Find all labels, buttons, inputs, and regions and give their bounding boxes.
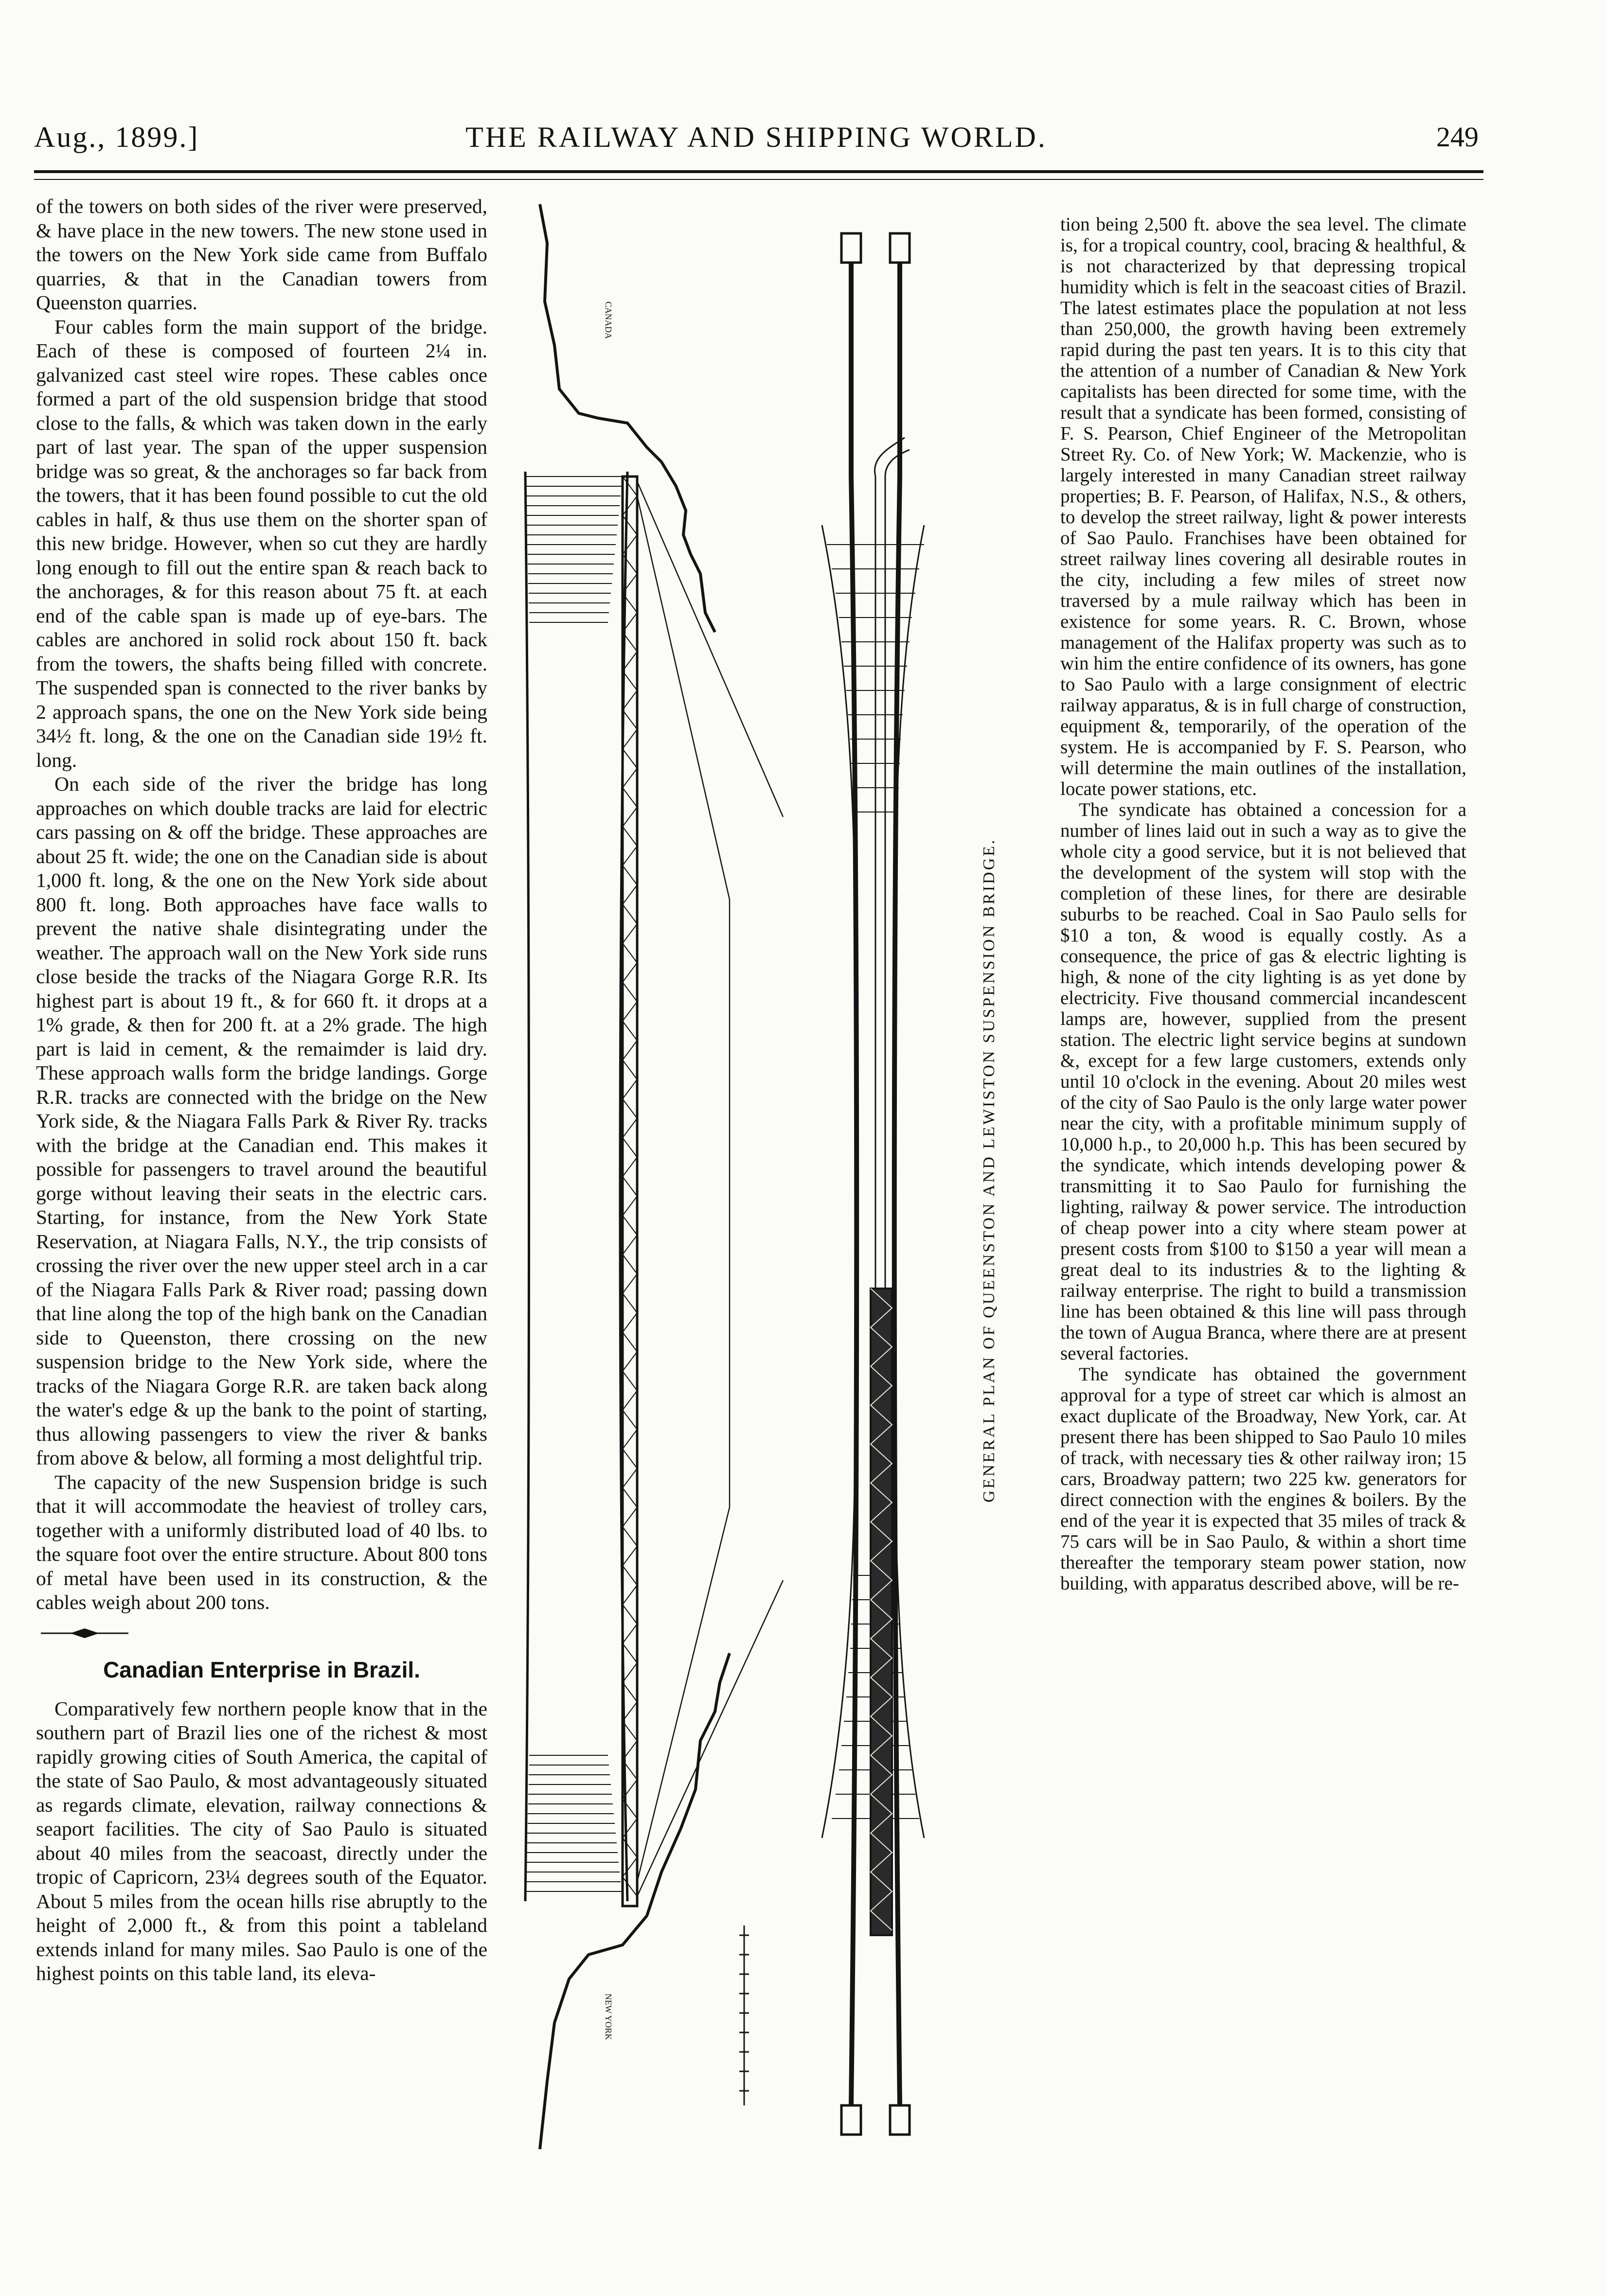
- scale-bar: [739, 1925, 749, 2105]
- paragraph: tion being 2,500 ft. above the sea level. The climate is, for a tropical country, cool, bracing & healthful, & is not characterized by that depressing tropical humidity which is felt in the seacoast cities of Brazil. The latest estimates place the population at not less than 250,000, the growth having been extremely rapid during the past ten years. It is to this city that the attention of a number of Canadian & New York capitalists has been directed for some time, with the result that a syndicate has been formed, consisting of F. S. Pearson, Chief Engineer of the Metropolitan Street Ry. Co. of New York; W. Mackenzie, who is largely interested in many Canadian street railway properties; B. F. Pearson, of Halifax, N.S., & others, to develop the street railway, light & power interests of Sao Paulo. Franchises have been obtained for street railway lines covering all desirable routes in the city, including a few miles of street now traversed by a mule railway which has been in existence for some years. R. C. Brown, whose management of the Halifax property was such as to win him the entire confidence of its owners, has gone to Sao Paulo with a large consignment of electric railway apparatus, & is in full charge of construction, equipment &, temporarily, of the operation of the system. He is accompanied by F. S. Pearson, who will determine the main outlines of the installation, locate power stations, etc.: [1060, 214, 1466, 799]
- hatched-approach-bottom: [526, 1755, 622, 1891]
- publication-title: THE RAILWAY AND SHIPPING WORLD.: [465, 121, 1047, 153]
- paragraph: On each side of the river the bridge has long approaches on which double tracks are laid for electric cars passing on & off the bridge. These approaches are about 25 ft. wide; the one on the Canadian side is about 1,000 ft. long, & the one on the New York side about 800 ft. long. Both approaches have face walls to prevent the native shale disintegrating under the weather. The approach wall on the New York side runs close beside the tracks of the Niagara Gorge R.R. Its highest part is about 19 ft., & for 660 ft. it drops at a 1% grade, & then for 200 ft. at a 2% grade. The high part is laid in cement, & the remaimder is laid dry. These approach walls form the bridge landings. Gorge R.R. tracks are connected with the bridge on the New York side, & the Niagara Falls Park & River Ry. tracks with the bridge at the Canadian end. This makes it possible for passengers to travel around the beautiful gorge without leaving their seats in the electric cars. Starting, for instance, from the New York State Reservation, at Niagara Falls, N.Y., the trip consists of crossing the river over the new upper steel arch in a car of the Niagara Falls Park & River road; passing down that line along the top of the high bank on the Canadian side to Queenston, there crossing on the new suspension bridge to the New York side, where the tracks of the Niagara Gorge R.R. are taken back along the water's edge & up the bank to the point of starting, thus allowing passengers to view the river & banks from above & below, all forming a most delightful trip.: [36, 773, 487, 1469]
- paragraph: of the towers on both sides of the river were preserved, & have place in the new towers. The new stone used in the towers on the New York side came from Buffalo quarries, & that in the Canadian towers from Queenston quarries.: [36, 195, 487, 314]
- new-york-label: NEW YORK: [604, 1994, 613, 2040]
- guy-wires: [637, 481, 783, 1896]
- plan-lattice-section: [871, 1289, 892, 1935]
- paragraph: The capacity of the new Suspension bridge is such that it will accommodate the heaviest of trolley cars, together with a uniformly distributed load of 40 lbs. to the square foot over the entire structure. About 800 tons of metal have been used in its construction, & the cables weigh about 200 tons.: [36, 1470, 487, 1613]
- paragraph: Comparatively few northern people know that in the southern part of Brazil lies one of the richest & most rapidly growing cities of South America, the capital of the state of Sao Paulo, & most advantageously situated as regards climate, elevation, railway connections & seaport facilities. The city of Sao Paulo is situated about 40 miles from the seacoast, directly under the tropic of Capricorn, 23¼ degrees south of the Equator. About 5 miles from the ocean hills rise abruptly to the height of 2,000 ft., & from this point a tableland extends inland for many miles. Sao Paulo is one of the highest points on this table land, its eleva-: [36, 1697, 487, 1984]
- issue-date: Aug., 1899.]: [34, 121, 199, 153]
- right-column: [1060, 214, 1466, 1594]
- canada-label: CANADA: [604, 301, 613, 339]
- paragraph: Four cables form the main support of the bridge. Each of these is composed of fourteen 2¼ in. galvanized cast steel wire ropes. These cables once formed a part of the old suspension bridge that stood close to the falls, & which was taken down in the early part of last year. The span of the upper suspension bridge was so great, & the anchorages so far back from the towers, that it has been found possible to cut the old cables in half, & thus use them on the shorter span of this new bridge. However, when so cut they are hardly long enough to fill out the entire span & reach back to the anchorages, & for this reason about 75 ft. at each end of the cable span is made up of eye-bars. The cables are anchored in solid rock about 150 ft. back from the towers, the shafts being filled with concrete. The suspended span is connected to the river banks by 2 approach spans, the one on the New York side being 34½ ft. long, & the one on the Canadian side 19½ ft. long.: [36, 315, 487, 771]
- bridge-plan-figure: [501, 185, 1051, 2203]
- header-rule-thin: [34, 179, 1483, 180]
- left-column: [36, 194, 487, 1986]
- new-york-bank-outline: [540, 1653, 730, 2149]
- canadian-bank-outline: [540, 204, 715, 632]
- deck-edge-left: [525, 472, 529, 1901]
- truss-lattice: [623, 477, 637, 1896]
- page-header: [34, 121, 1479, 159]
- paragraph: The syndicate has obtained the government approval for a type of street car which is almost an exact duplicate of the Broadway, New York, car. At present there has been shipped to Sao Paulo 10 miles of track, with necessary ties & other railway iron; 15 cars, Broadway pattern; two 225 kw. generators for direct connection with the engines & boilers. By the end of the year it is expected that 35 miles of track & 75 cars will be in Sao Paulo, & within a short time thereafter the temporary steam power station, now building, with apparatus described above, will be re-: [1060, 1364, 1466, 1594]
- header-rule-thick: [34, 170, 1483, 173]
- page-number: 249: [1436, 121, 1479, 153]
- section-divider-ornament: [36, 1624, 133, 1643]
- figure-caption: GENERAL PLAN OF QUEENSTON AND LEWISTON SUSPENSION BRIDGE.: [980, 838, 998, 1502]
- paragraph: The syndicate has obtained a concession for a number of lines laid out in such a way as to give the whole city a good service, but it is not believed that the development of the system will stop with the completion of these lines, for there are desirable suburbs to be reached. Coal in Sao Paulo sells for $10 a ton, & wood is equally costly. As a consequence, the price of gas & electric lighting is high, & none of the city lighting is as yet done by electricity. Five thousand commercial incandescent lamps are, however, supplied from the present station. The electric light service begins at sundown &, except for a few large customers, extends only until 10 o'clock in the evening. About 20 miles west of the city of Sao Paulo is the only large water power near the city, with a profitable minimum supply of 10,000 h.p., to 20,000 h.p. This has been secured by the syndicate, which intends developing power & transmitting it to Sao Paulo for furnishing the lighting, railway & power service. The introduction of cheap power into a city where steam power at present costs from $100 to $150 a year will mean a great deal to its industries & to the lighting & railway enterprise. The right to build a transmission line has been obtained & this line will pass through the town of Augua Branca, where there are at present several factories.: [1060, 799, 1466, 1364]
- hatched-approach-top: [526, 477, 623, 622]
- section-heading: Canadian Enterprise in Brazil.: [103, 1657, 420, 1682]
